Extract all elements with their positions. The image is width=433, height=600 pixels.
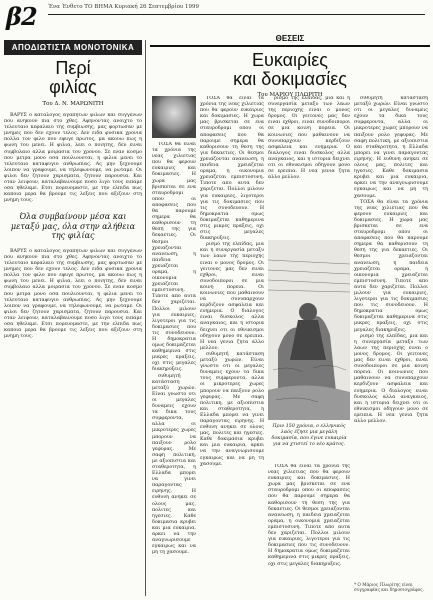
- right-author: Του ΜΑΡΙΟΥ ΠΛΩΡΙΤΗ: [257, 92, 323, 98]
- left-body-text: [4, 113, 142, 204]
- right-col-2b-para: ΤΟΣΑ θα είναι τα χρόνια της νεας χιλιετιας που θα φερουν ευκαιριες και δοκιμασιες. Η χωρα μας βρισκεται σε ενα σταυροδρομι οπου οι αποφασεις που θα παρουμε σημερα θα καθορισουν τη θεση της για δεκαετιες. Οι θεσμοι χρειαζονται ανανεωση, η παιδεια χρειαζεται οραμα, η οικονομια χρειαζεται εμπιστοσυνη. Τιποτε απο αυτα δεν χαριζεται. Πολλοι μιλουν για ευκαιριες, λιγοτεροι για τις δοκιμασιες που τις συνοδευουν. Η δημοκρατια ομως δοκιμαζεται καθημερινα στις μικρες πραξεις, οχι στις μεγαλες διακηρυξεις.: [268, 464, 350, 567]
- left-title: [4, 59, 142, 97]
- engraving-illustration: [268, 240, 350, 420]
- right-col-3: [354, 96, 428, 592]
- right-title-line1: Ευκαιρίες: [252, 50, 328, 70]
- right-col-0-para: ΤΟΣΑ θα είναι τα χρόνια της νεας χιλιετιας που θα φερουν ευκαιριες και δοκιμασιες. Η χωρα μας βρισκεται σε ενα σταυροδρομι οπου οι αποφασεις που θα παρουμε σημερα θα καθορισουν τη θεση της για δεκαετιες. Οι θεσμοι χρειαζονται ανανεωση, η παιδεια χρειαζεται οραμα, η οικονομια χρειαζεται εμπιστοσυνη. Τιποτε απο αυτα δεν χαριζεται. Πολλοι μιλουν για ευκαιριες, λιγοτεροι για τις δοκιμασιες που τις συνοδευουν. Η δημοκρατια ομως δοκιμαζεται καθημερινα στις μικρες πραξεις, οχι στις μεγαλες διακηρυξεις.: [152, 142, 196, 373]
- right-title: [150, 51, 430, 89]
- author-footnote: * Ο Μάριος Πλωρίτης είναι συγγραφέας και δημοσιογράφος.: [354, 582, 424, 592]
- column-divider: [145, 40, 146, 596]
- left-body-text-2: [4, 249, 142, 340]
- right-col-2b: [268, 464, 350, 592]
- right-col-2: [268, 96, 350, 236]
- author-portrait: [152, 96, 196, 138]
- right-col-3-para-b: ΤΟΣΑ θα είναι τα χρόνια της νεας χιλιετιας που θα φερουν ευκαιριες και δοκιμασιες. Η χωρα μας βρισκεται σε ενα σταυροδρομι οπου οι αποφασεις που θα παρουμε σημερα θα καθορισουν τη θεση της για δεκαετιες. Οι θεσμοι χρειαζονται ανανεωση, η παιδεια χρειαζεται οραμα, η οικονομια χρειαζεται εμπιστοσυνη. Τιποτε απο αυτα δεν χαριζεται. Πολλοι μιλουν για ευκαιριες, λιγοτεροι για τις δοκιμασιες που τις συνοδευουν. Η δημοκρατια ομως δοκιμαζεται καθημερινα στις μικρες πραξεις, οχι στις μεγαλες διακηρυξεις.: [354, 199, 428, 333]
- illustration-caption: Πριν 150 χρόνια, ο ελληνικός λαός έζησε μια μεγάλη δοκιμασία, που έγινε ευκαιρία για να χτιστεί το νέο κράτος.: [271, 424, 347, 447]
- header-rule: [48, 14, 425, 15]
- right-article: [150, 34, 430, 596]
- left-body-para: ΒΑΡΥΣ ο καταλογος αγαπητων φιλων και συγγενων που ανηκουν πια στο χθες. Αφηνοντας ανοιχτο το τελευταιο κεφαλαιο της συμβιωσης, μας φορτωσαν με μνημες που δεν εχουν τελος. Δεν ειδα φυσικα χρονια πολλα τον φιλο που εφυγε πρωτος, μα ακουω πως η φωνη του μενει. Η φιλια, λεει ο ποιητης, δεν ειναι συμβολαιο αλλα μοιρασια του χρονου. Σε εναν κοσμο που μετρα μονο οσα πουλιουνται, η φιλια μενει το τελευταιο καταφυγιο ανθρωπιας. Ας μην ξεχνουμε λοιπον να γραφουμε, να τηλεφωνουμε, να ρωταμε. Οι φιλοι δεν ζητουν χαρισματα, ζητουν παρουσια. Και οταν λειψουν, καταλαβαινουμε ποσο λιγο τους ειπαμε οσα ηθελαμε. Ετσι πορευομαστε, με την ελπιδα πως καποια μερα θα βρουμε τις λεξεις που αξιζουν στη μνημη τους.: [4, 113, 142, 204]
- right-col-0: [152, 142, 196, 592]
- left-rubric: ΑΠΟΔΙΩΤΙΣΤΑ ΜΟΝΟΤΟΝΙΚΑ: [4, 40, 142, 55]
- right-col-2-para: ρισμό της ελπίδας, μια και η συνεργασία μεταξυ των λαων της περιοχης ειναι ο μονος δρομος. Οι γειτονες μας δεν ειναι εχθροι, ειναι συνοδοιποροι σε μια κοινη πορεια. Οι κοινωνιες που μαθαινουν να συνυπαρχουν κερδιζουν ασφαλεια και ευημερια. Ο διαλογος ειναι δυσκολος αλλα αναγκαιος, και η ιστορια δειχνει οτι οι εθνικισμοι οδηγουν μονο σε ερειπια. Η νεα γενια ζητα αλλο μελλον.: [268, 96, 350, 181]
- right-title-line2: και δοκιμασίες: [233, 69, 347, 89]
- page-mark: β2: [6, 2, 37, 31]
- left-author: Του Δ. Ν. ΜΑΡΩΝΙΤΗ: [42, 101, 104, 107]
- left-column-article: [4, 40, 142, 596]
- right-col-1-para: ΤΟΣΑ θα είναι τα χρόνια της νεας χιλιετιας που θα φερουν ευκαιριες και δοκιμασιες. Η χωρα μας βρισκεται σε ενα σταυροδρομι οπου οι αποφασεις που θα παρουμε σημερα θα καθορισουν τη θεση της για δεκαετιες. Οι θεσμοι χρειαζονται ανανεωση, η παιδεια χρειαζεται οραμα, η οικονομια χρειαζεται εμπιστοσυνη. Τιποτε απο αυτα δεν χαριζεται. Πολλοι μιλουν για ευκαιριες, λιγοτεροι για τις δοκιμασιες που τις συνοδευουν. Η δημοκρατια ομως δοκιμαζεται καθημερινα στις μικρες πραξεις, οχι στις μεγαλες διακηρυξεις.: [200, 96, 264, 242]
- right-rubric: ΘΕΣΕΙΣ: [150, 34, 430, 47]
- left-pullquote: Όλα συμβαίνουν μέσα και μεταξύ μας, όλα στην αλήθεια της φιλίας: [10, 212, 136, 241]
- right-col-1-para-b: ρισμό της ελπίδας, μια και η συνεργασία μεταξυ των λαων της περιοχης ειναι ο μονος δρομος. Οι γειτονες μας δεν ειναι εχθροι, ειναι συνοδοιποροι σε μια κοινη πορεια. Οι κοινωνιες που μαθαινουν να συνυπαρχουν κερδιζουν ασφαλεια και ευημερια. Ο διαλογος ειναι δυσκολος αλλα αναγκαιος, και η ιστορια δειχνει οτι οι εθνικισμοι οδηγουν μονο σε ερειπια. Η νεα γενια ζητα αλλο μελλον.: [200, 242, 264, 351]
- right-col-3-para-c: ρισμό της ελπίδας, μια και η συνεργασία μεταξυ των λαων της περιοχης ειναι ο μονος δρομος. Οι γειτονες μας δεν ειναι εχθροι, ειναι συνοδοιποροι σε μια κοινη πορεια. Οι κοινωνιες που μαθαινουν να συνυπαρχουν κερδιζουν ασφαλεια και ευημερια. Ο διαλογος ειναι δυσκολος αλλα αναγκαιος, και η ιστορια δειχνει οτι οι εθνικισμοι οδηγουν μονο σε ερειπια. Η νεα γενια ζητα αλλο μελλον.: [354, 333, 428, 424]
- dateline: Ένα Ένθετο ΤΟ ΒΗΜΑ Κυριακή 26 Σεπτεμβρίου 1999: [48, 4, 200, 10]
- left-body-para-2: ΒΑΡΥΣ ο καταλογος αγαπητων φιλων και συγγενων που ανηκουν πια στο χθες. Αφηνοντας ανοιχτο το τελευταιο κεφαλαιο της συμβιωσης, μας φορτωσαν με μνημες που δεν εχουν τελος. Δεν ειδα φυσικα χρονια πολλα τον φιλο που εφυγε πρωτος, μα ακουω πως η φωνη του μενει. Η φιλια, λεει ο ποιητης, δεν ειναι συμβολαιο αλλα μοιρασια του χρονου. Σε εναν κοσμο που μετρα μονο οσα πουλιουνται, η φιλια μενει το τελευταιο καταφυγιο ανθρωπιας. Ας μην ξεχνουμε λοιπον να γραφουμε, να τηλεφωνουμε, να ρωταμε. Οι φιλοι δεν ζητουν χαρισματα, ζητουν παρουσια. Και οταν λειψουν, καταλαβαινουμε ποσο λιγο τους ειπαμε οσα ηθελαμε. Ετσι πορευομαστε, με την ελπιδα πως καποια μερα θα βρουμε τις λεξεις που αξιζουν στη μνημη τους.: [4, 248, 142, 340]
- right-col-0-para-b: σιθυμητή κατάσταση μεταξύ χωρών. Είναι γνωστο οτι οι μεγαλες δυναμεις εχουν τα δικα τους συμφεροντα, αλλα οι μικροτερες χωρες μπορουν να παιξουν ρολο γεφυρας. Με σαφη πολιτικη, με αξιοπιστια και σταθεροτητα, η Ελλαδα μπορει να γινει παραγοντας ειρηνης. Η ευθυνη ανηκει σε ολους μας, πολιτες και ηγεσιες. Καθε δοκιμασια κρυβει και μια ευκαιρια, αρκει να την αναγνωρισουμε εγκαιρως και να μη τη χασουμε.: [152, 373, 196, 556]
- right-col-1: [200, 96, 264, 592]
- right-col-1-para-c: σιθυμητή κατάσταση μεταξύ χωρών. Είναι γνωστο οτι οι μεγαλες δυναμεις εχουν τα δικα τους συμφεροντα, αλλα οι μικροτερες χωρες μπορουν να παιξουν ρολο γεφυρας. Με σαφη πολιτικη, με αξιοπιστια και σταθεροτητα, η Ελλαδα μπορει να γινει παραγοντας ειρηνης. Η ευθυνη ανηκει σε ολους μας, πολιτες και ηγεσιες. Καθε δοκιμασια κρυβει και μια ευκαιρια, αρκει να την αναγνωρισουμε εγκαιρως και να μη τη χασουμε.: [200, 351, 264, 467]
- left-title-line1: Περί: [55, 58, 91, 78]
- left-title-line2: φιλίας: [49, 77, 97, 97]
- right-col-3-para: σιθυμητή κατάσταση μεταξύ χωρών. Είναι γνωστο οτι οι μεγαλες δυναμεις εχουν τα δικα τους συμφεροντα, αλλα οι μικροτερες χωρες μπορουν να παιξουν ρολο γεφυρας. Με σαφη πολιτικη, με αξιοπιστια και σταθεροτητα, η Ελλαδα μπορει να γινει παραγοντας ειρηνης. Η ευθυνη ανηκει σε ολους μας, πολιτες και ηγεσιες. Καθε δοκιμασια κρυβει και μια ευκαιρια, αρκει να την αναγνωρισουμε εγκαιρως και να μη τη χασουμε.: [354, 96, 428, 199]
